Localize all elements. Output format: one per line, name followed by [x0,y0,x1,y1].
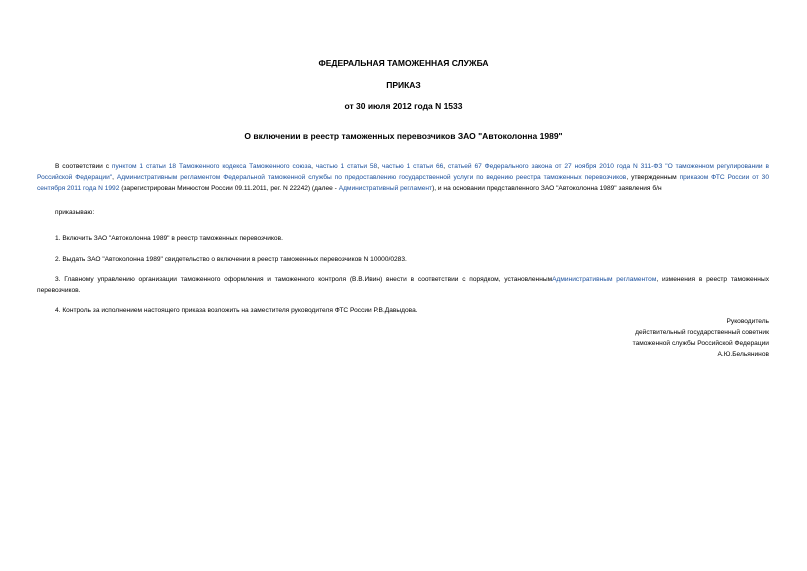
signature-rank-2: таможенной службы Российской Федерации [632,340,769,347]
intro-paragraph [37,161,769,194]
document-date-number: от 30 июля 2012 года N 1533 [344,101,463,111]
signature-rank-1: действительный государственный советник [635,329,769,336]
order-item-4: 4. Контроль за исполнением настоящего приказа возложить на заместителя руководителя ФТС России Р.В.Давыдова. [55,307,418,314]
intro-text-7: (зарегистрирован Минюстом России 09.11.2011, рег. N 22242) (далее - [119,185,339,192]
link-federal-law-311[interactable]: статьей 67 Федерального закона от 27 ноября 2010 года N 311-ФЗ "О таможенном регулировании в Российской Федерации" [37,163,769,181]
signature-block [549,316,769,360]
document-type: ПРИКАЗ [386,80,421,90]
signature-position: Руководитель [726,318,769,325]
intro-text-6: , утвержденным [626,174,680,181]
intro-text-2: , [311,163,316,170]
order-item-2: 2. Выдать ЗАО "Автоколонна 1989" свидетельство о включении в реестр таможенных перевозчиков N 10000/0283. [55,256,407,263]
signature-name: А.Ю.Бельянинов [717,351,769,358]
intro-text-3: , [377,163,382,170]
order-item-1: 1. Включить ЗАО "Автоколонна 1989" в реестр таможенных перевозчиков. [55,235,283,242]
order-item-3 [37,274,769,296]
intro-text-4: , [443,163,448,170]
order-item-3-text-a: 3. Главному управлению организации таможенного оформления и таможенного контроля (В.В.Ивин) внести в соответствии с порядком, установленным [55,276,553,283]
document-title: О включении в реестр таможенных перевозчиков ЗАО "Автоколонна 1989" [244,131,563,141]
intro-text-5: , [112,174,117,181]
link-fts-order-1992[interactable]: приказом ФТС России от 30 сентября 2011 года N 1992 [37,174,769,192]
agency-name: ФЕДЕРАЛЬНАЯ ТАМОЖЕННАЯ СЛУЖБА [318,58,489,68]
link-admin-regulation-short[interactable]: Административный регламент [338,185,433,192]
intro-text-8: ), и на основании представленного ЗАО "Автоколонна 1989" заявления б/н [432,185,662,192]
link-article-58[interactable]: частью 1 статьи 58 [315,163,378,170]
link-article-66[interactable]: частью 1 статьи 66 [381,163,444,170]
link-admin-regulation-item3[interactable]: Административным регламентом [552,276,657,283]
order-word: приказываю: [55,209,95,216]
link-admin-regulation[interactable]: Административным регламентом Федеральной таможенной службы по предоставлению государственной услуги по ведению реестра таможенных перевозчиков [116,174,627,181]
order-item-3-text-b: , изменения в реестр таможенных перевозчиков. [37,276,769,294]
intro-text-1: В соответствии с [55,163,112,170]
link-customs-code[interactable]: пунктом 1 статьи 18 Таможенного кодекса Таможенного союза [111,163,312,170]
